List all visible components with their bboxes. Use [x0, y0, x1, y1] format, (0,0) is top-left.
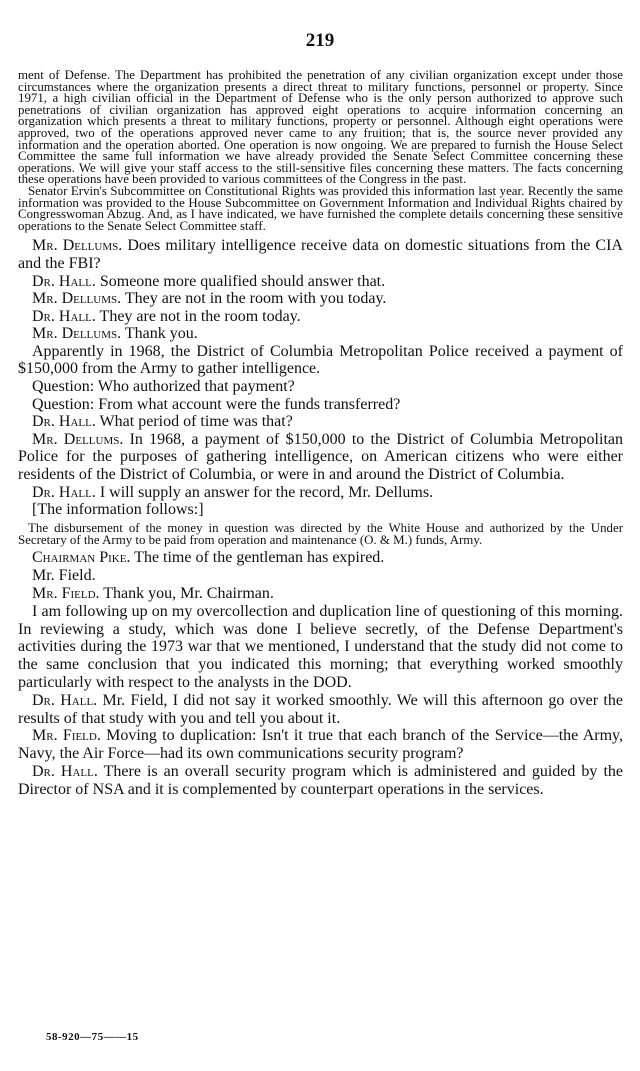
speaker-name: Dr. Hall.: [32, 483, 96, 501]
speech-text: What period of time was that?: [95, 413, 293, 431]
statement-paragraph: ment of Defense. The Department has prohibited the penetration of any civilian organization except under those circumstances where the organization presents a direct threat to military functions, personnel or property. Since 1971, a high civilian official in the Department of Defense who is the only person authorized to approve such penetrations of civilian organization has approved eight operations to acquire information concerning an organization which presents a threat to military functions, property or personnel. Although eight operations were approved, two of the operations approved never came to any fruition; that is, the source never provided any information and the operation aborted. One operation is now ongoing. We are prepared to furnish the House Select Committee the same full information we have already provided the Senate Select Committee concerning these operations. We will give your staff access to the still-sensitive files concerning these matters. The facts concerning these operations have been provided to various committees of the Congress in the past.: [18, 68, 623, 187]
statement-paragraph: Senator Ervin's Subcommittee on Constitutional Rights was provided this information last year. Recently the same information was provided to the House Subcommittee on Government Information and Individual Rights chaired by Congresswoman Abzug. And, as I have indicated, we have furnished the complete details concerning these sensitive operations to the Senate Select Committee staff.: [18, 183, 623, 233]
speech-text: Mr. Field, I did not say it worked smoothly. We will this afternoon go over the results of that study with you and tell you about it.: [18, 691, 623, 727]
speech-text: I will supply an answer for the record, Mr. Dellums.: [95, 483, 434, 501]
dialogue-paragraph: [18, 567, 623, 585]
dialogue-paragraph: [18, 273, 623, 291]
speaker-name: Mr. Dellums.: [32, 430, 124, 448]
speech-text: Question: From what account were the funds transferred?: [32, 395, 401, 413]
dialogue-paragraph: [18, 692, 623, 728]
speech-text: Someone more qualified should answer that.: [95, 272, 386, 290]
speaker-name: Mr. Field.: [32, 585, 100, 602]
speech-text: [The information follows:]: [32, 501, 204, 519]
speaker-name: Dr. Hall.: [32, 413, 96, 431]
inserted-information-note: [18, 522, 623, 547]
dialogue-paragraph: [18, 585, 623, 603]
dialogue-paragraph: [18, 308, 623, 326]
page-number: 219: [305, 30, 335, 51]
speech-text: Thank you.: [121, 325, 198, 343]
dialogue-paragraph: [18, 237, 623, 272]
speaker-name: Mr. Dellums.: [32, 325, 122, 343]
speech-text: Mr. Field.: [32, 567, 96, 585]
print-job-number: 58-920—75——15: [46, 1031, 139, 1043]
dialogue-paragraph: [18, 431, 623, 484]
speech-text: Does military intelligence receive data on domestic situations from the CIA and the FBI?: [18, 237, 623, 272]
dialogue-paragraph: [18, 343, 623, 378]
speaker-name: Dr. Hall.: [32, 762, 98, 780]
speech-text: Thank you, Mr. Chairman.: [99, 585, 274, 602]
dialogue-paragraph: [18, 484, 623, 502]
speech-text: Question: Who authorized that payment?: [32, 378, 295, 396]
speech-text: Moving to duplication: Isn't it true that each branch of the Service—the Army, Navy, the Air Force—had its own communications security program?: [18, 727, 623, 763]
speaker-name: Dr. Hall.: [32, 272, 96, 290]
speaker-name: Chairman Pike.: [32, 549, 131, 567]
dialogue-paragraph: [18, 603, 623, 692]
speaker-name: Mr. Dellums.: [32, 290, 122, 308]
dialogue-section-2: [18, 549, 623, 798]
dialogue-paragraph: [18, 396, 623, 414]
note-paragraph: The disbursement of the money in question was directed by the White House and authorized by the Under Secretary of the Army to be paid from operation and maintenance (O. & M.) funds, Army.: [18, 520, 623, 548]
dialogue-paragraph: [18, 727, 623, 763]
dialogue-paragraph: [18, 549, 623, 567]
speech-text: The time of the gentleman has expired.: [130, 549, 385, 567]
statement-section: [18, 70, 623, 232]
speech-text: There is an overall security program which is administered and guided by the Director of NSA and it is complemented by counterpart operations in the services.: [18, 762, 623, 798]
speaker-name: Mr. Dellums.: [32, 237, 123, 255]
dialogue-paragraph: [18, 290, 623, 308]
dialogue-paragraph: [18, 325, 623, 343]
speech-text: In 1968, a payment of $150,000 to the District of Columbia Metropolitan Police for the purposes of gathering intelligence, on American citizens who were either residents of the District of Columbia, or were in and around the District of Columbia.: [18, 430, 623, 484]
speech-text: Apparently in 1968, the District of Columbia Metropolitan Police received a payment of $150,000 from the Army to gather intelligence.: [18, 342, 623, 378]
dialogue-paragraph: [18, 413, 623, 431]
speech-text: They are not in the room today.: [95, 307, 301, 325]
speaker-name: Dr. Hall.: [32, 307, 96, 325]
speaker-name: Dr. Hall.: [32, 691, 98, 709]
speaker-name: Mr. Field.: [32, 727, 101, 745]
dialogue-paragraph: [18, 501, 623, 519]
speech-text: They are not in the room with you today.: [121, 290, 387, 308]
dialogue-section-1: [18, 237, 623, 519]
dialogue-paragraph: [18, 763, 623, 799]
dialogue-paragraph: [18, 378, 623, 396]
speech-text: I am following up on my overcollection and duplication line of questioning of this morning. In reviewing a study, which was done I believe secretly, of the Defense Department's activities during the 1973 war that we mentioned, I understand that the study did not come to the same conclusion that you indicated this morning; that everything worked smoothly particularly with respect to the analysts in the DOD.: [18, 602, 623, 691]
page-body: [18, 70, 623, 799]
